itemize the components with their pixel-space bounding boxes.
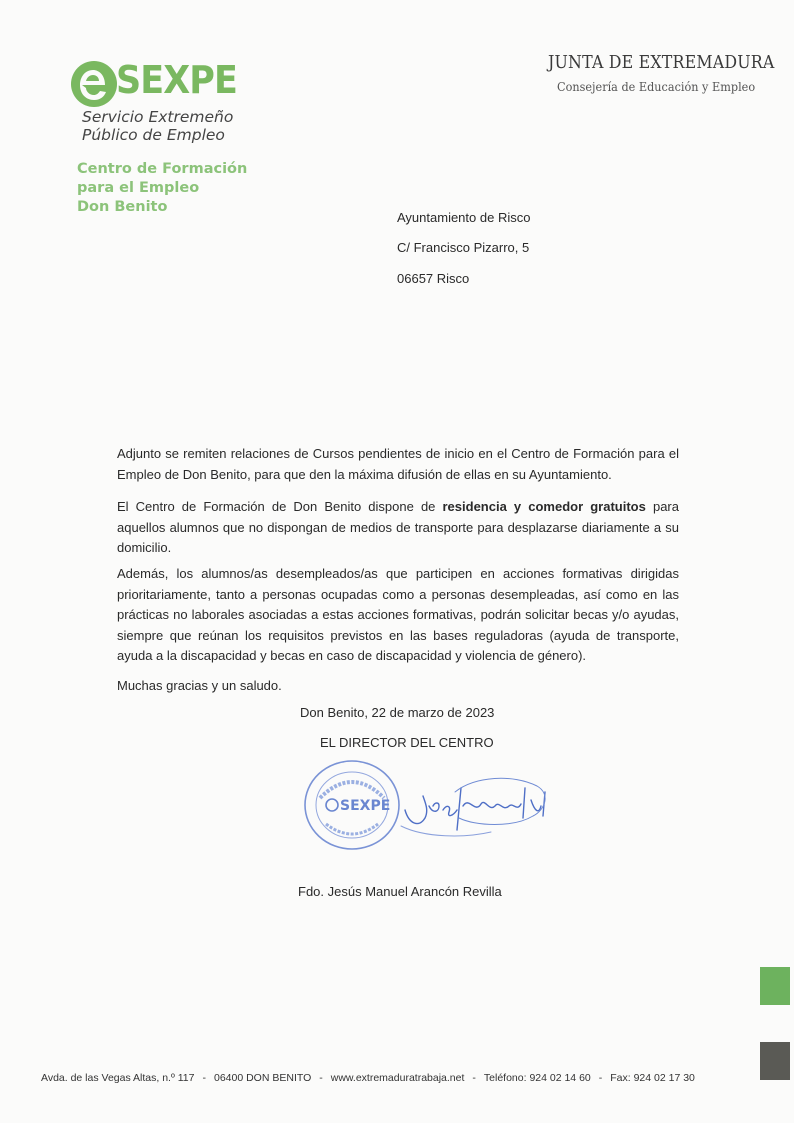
footer-phone: Teléfono: 924 02 14 60 bbox=[483, 1072, 591, 1084]
signatory-name: Fdo. Jesús Manuel Arancón Revilla bbox=[298, 884, 502, 899]
signature-date: Don Benito, 22 de marzo de 2023 bbox=[300, 705, 495, 720]
recipient-city: 06657 Risco bbox=[397, 271, 470, 286]
recipient-name: Ayuntamiento de Risco bbox=[397, 210, 531, 225]
sexpe-logo bbox=[70, 60, 270, 150]
body-paragraph-1: Adjunto se remiten relaciones de Cursos pendientes de inicio en el Centro de Formación para el Empleo de Don Benito, para que den la máxima difusión de ellas en su Ayuntamiento. bbox=[117, 446, 679, 482]
recipient-street: C/ Francisco Pizarro, 5 bbox=[397, 240, 530, 255]
logo-wordmark: SEXPE bbox=[116, 58, 237, 102]
body-paragraph-3: Además, los alumnos/as desempleados/as que participen en acciones formativas dirigidas prioritariamente, tanto a personas ocupadas como a personas desempleadas, así como en las prácticas no laborales asociadas a estas acciones formativas, podrán solicitar becas y/o ayudas, siempre que reúnan los requisitos previstos en las bases reguladoras (ayuda de transporte, ayuda a la discapacidad y becas en caso de discapacidad y violencia de género). bbox=[117, 566, 679, 663]
footer-address: Avda. de las Vegas Altas, n.º 117 bbox=[41, 1072, 195, 1084]
closing-line: Muchas gracias y un saludo. bbox=[117, 678, 282, 693]
center-name-line-2: para el Empleo bbox=[77, 180, 200, 196]
stamp-text: SEXPE bbox=[340, 798, 391, 814]
p2-bold-text: residencia y comedor gratuitos bbox=[442, 499, 646, 514]
signature-role: EL DIRECTOR DEL CENTRO bbox=[320, 735, 494, 750]
consejeria-subtitle: Consejería de Educación y Empleo bbox=[557, 79, 756, 94]
center-name-line-1: Centro de Formación bbox=[77, 161, 248, 177]
logo-subtitle-2: Público de Empleo bbox=[82, 126, 225, 144]
page-footer: Avda. de las Vegas Altas, n.º 117 - 06400 DON BENITO - www.extremaduratrabaja.net - Teléfono: 924 02 14 60 - Fax: 924 02 17 30 bbox=[41, 1072, 695, 1084]
center-name-line-3: Don Benito bbox=[77, 199, 168, 215]
p2-text-end: para aquellos alumnos que no dispongan de medios de transporte para desplazarse diariamente a su domicilio. bbox=[117, 499, 679, 555]
edge-color-tab-green bbox=[760, 967, 790, 1005]
footer-postal: 06400 DON BENITO bbox=[213, 1072, 312, 1084]
body-paragraph-2 bbox=[117, 497, 679, 559]
center-name bbox=[77, 160, 247, 217]
sexpe-e-icon bbox=[70, 60, 118, 108]
p2-text-start: El Centro de Formación de Don Benito dispone de bbox=[117, 499, 443, 514]
edge-color-tab-grey bbox=[760, 1042, 790, 1080]
logo-subtitle-1: Servicio Extremeño bbox=[82, 108, 234, 126]
footer-fax: Fax: 924 02 17 30 bbox=[610, 1072, 695, 1084]
junta-title: JUNTA DE EXTREMADURA bbox=[548, 52, 775, 73]
handwritten-signature bbox=[395, 766, 555, 850]
official-stamp bbox=[302, 758, 402, 852]
footer-website: www.extremaduratrabaja.net bbox=[330, 1072, 465, 1084]
